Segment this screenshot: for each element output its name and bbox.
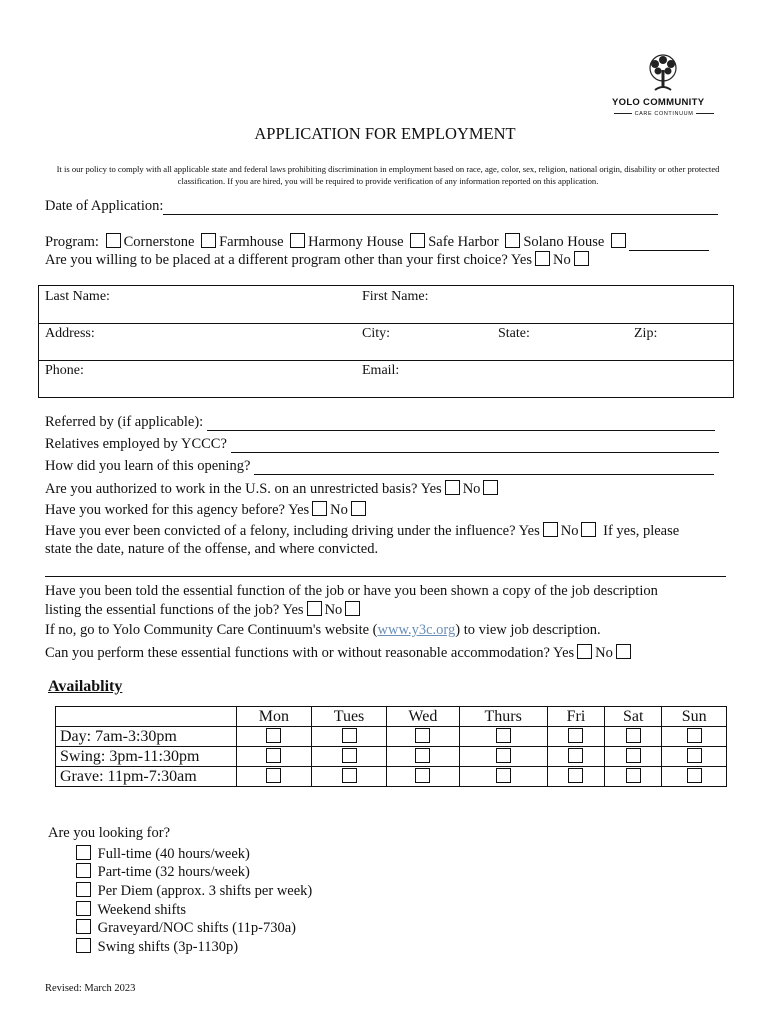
day-header: Sat [605, 707, 662, 727]
weekend-checkbox[interactable] [76, 901, 91, 916]
referred-field[interactable] [207, 416, 715, 431]
no-label: No [552, 252, 571, 268]
yes-label: Yes [288, 502, 310, 518]
felony-row [45, 522, 679, 540]
availability-cell [311, 727, 386, 747]
yes-label: Yes [510, 252, 532, 268]
authorized-no-checkbox[interactable] [483, 480, 498, 495]
authorized-question: Are you authorized to work in the U.S. on an unrestricted basis? [45, 481, 418, 497]
day-header: Fri [547, 707, 604, 727]
shift-label: Day: 7am-3:30pm [56, 727, 237, 747]
felony-no-checkbox[interactable] [581, 522, 596, 537]
swing-sun-checkbox[interactable] [687, 748, 702, 763]
other-program-field[interactable] [629, 236, 709, 251]
job-type-label: Per Diem (approx. 3 shifts per week) [97, 883, 313, 899]
safe-harbor-checkbox[interactable] [410, 233, 425, 248]
job-type-item [73, 863, 250, 881]
authorized-yes-checkbox[interactable] [445, 480, 460, 495]
availability-cell [387, 767, 459, 787]
program-row [45, 233, 709, 251]
program-option: Harmony House [308, 234, 404, 250]
swing-mon-checkbox[interactable] [266, 748, 281, 763]
website-post: ) to view job description. [455, 622, 601, 638]
different-program-row [45, 251, 592, 269]
swing-wed-checkbox[interactable] [415, 748, 430, 763]
shift-label: Swing: 3pm-11:30pm [56, 747, 237, 767]
day-sat-checkbox[interactable] [626, 728, 641, 743]
program-option: Safe Harbor [428, 234, 499, 250]
solano-house-checkbox[interactable] [505, 233, 520, 248]
job-type-item [73, 919, 296, 937]
logo [605, 52, 725, 122]
learn-label: How did you learn of this opening? [45, 458, 251, 474]
logo-subtitle: CARE CONTINUUM [611, 111, 717, 117]
website-row [45, 622, 601, 639]
logo-org-name: YOLO COMMUNITY [612, 97, 705, 108]
felony-question: Have you ever been convicted of a felony, including driving under the influence? [45, 523, 516, 539]
felony-explanation-line[interactable] [45, 576, 726, 577]
part-time-checkbox[interactable] [76, 863, 91, 878]
worked-before-no-checkbox[interactable] [351, 501, 366, 516]
availability-cell [662, 767, 727, 787]
cornerstone-checkbox[interactable] [106, 233, 121, 248]
availability-header-row [56, 707, 727, 727]
yes-label: Yes [282, 602, 304, 618]
job-type-label: Part-time (32 hours/week) [97, 864, 250, 880]
day-sun-checkbox[interactable] [687, 728, 702, 743]
availability-cell [387, 747, 459, 767]
corner-cell [56, 707, 237, 727]
availability-cell [605, 767, 662, 787]
day-thurs-checkbox[interactable] [496, 728, 511, 743]
availability-cell [237, 747, 312, 767]
availability-row [56, 767, 727, 787]
yes-label: Yes [518, 523, 540, 539]
day-wed-checkbox[interactable] [415, 728, 430, 743]
grave-tues-checkbox[interactable] [342, 768, 357, 783]
policy-text: It is our policy to comply with all applicable state and federal laws prohibiting discrimination in employment based on race, age, color, sex, religion, national origin, disability or other protected classification. If you are hired, you will be required to provide verification of any information reported on this application. [56, 164, 720, 186]
accommodation-row [45, 644, 634, 662]
swing-shift-checkbox[interactable] [76, 938, 91, 953]
swing-tues-checkbox[interactable] [342, 748, 357, 763]
referred-row [45, 414, 715, 431]
relatives-label: Relatives employed by YCCC? [45, 436, 227, 452]
availability-cell [547, 767, 604, 787]
graveyard-checkbox[interactable] [76, 919, 91, 934]
learn-row [45, 458, 714, 475]
grave-sun-checkbox[interactable] [687, 768, 702, 783]
availability-cell [387, 727, 459, 747]
grave-mon-checkbox[interactable] [266, 768, 281, 783]
availability-cell [459, 727, 547, 747]
essential-no-checkbox[interactable] [345, 601, 360, 616]
per-diem-checkbox[interactable] [76, 882, 91, 897]
no-label: No [330, 502, 348, 518]
job-type-item [73, 901, 186, 919]
availability-row [56, 747, 727, 767]
revised-footer: Revised: March 2023 [45, 983, 136, 994]
day-header: Thurs [459, 707, 547, 727]
accommodation-no-checkbox[interactable] [616, 644, 631, 659]
day-header: Tues [311, 707, 386, 727]
grave-sat-checkbox[interactable] [626, 768, 641, 783]
day-mon-checkbox[interactable] [266, 728, 281, 743]
felony-yes-checkbox[interactable] [543, 522, 558, 537]
essential-row [45, 601, 363, 619]
program-label: Program: [45, 234, 99, 250]
harmony-house-checkbox[interactable] [290, 233, 305, 248]
accommodation-question: Can you perform these essential functions with or without reasonable accommodation? [45, 645, 550, 661]
worked-before-yes-checkbox[interactable] [312, 501, 327, 516]
day-tues-checkbox[interactable] [342, 728, 357, 743]
grave-thurs-checkbox[interactable] [496, 768, 511, 783]
availability-cell [662, 747, 727, 767]
shift-label: Grave: 11pm-7:30am [56, 767, 237, 787]
job-type-label: Full-time (40 hours/week) [97, 846, 250, 862]
authorized-row [45, 480, 501, 498]
farmhouse-checkbox[interactable] [201, 233, 216, 248]
last-name-label[interactable]: Last Name: [45, 289, 110, 304]
website-link[interactable]: www.y3c.org [377, 622, 456, 638]
availability-cell [237, 767, 312, 787]
job-type-label: Swing shifts (3p-1130p) [97, 939, 239, 955]
accommodation-yes-checkbox[interactable] [577, 644, 592, 659]
relatives-row [45, 436, 719, 453]
email-label[interactable]: Email: [362, 363, 400, 378]
website-pre: If no, go to Yolo Community Care Continuum's website ( [45, 622, 378, 638]
essential-line1: Have you been told the essential function of the job or have you been shown a copy of the job description [45, 583, 658, 599]
different-program-no-checkbox[interactable] [574, 251, 589, 266]
swing-sat-checkbox[interactable] [626, 748, 641, 763]
page-title: APPLICATION FOR EMPLOYMENT [254, 124, 516, 143]
city-label[interactable]: City: [362, 326, 391, 341]
availability-cell [547, 727, 604, 747]
no-label: No [324, 602, 343, 618]
full-time-checkbox[interactable] [76, 845, 91, 860]
availability-cell [605, 727, 662, 747]
job-type-item [73, 938, 238, 956]
essential-question: listing the essential functions of the job? [45, 602, 280, 618]
phone-label[interactable]: Phone: [45, 363, 84, 378]
felony-line2: state the date, nature of the offense, and where convicted. [45, 541, 379, 557]
availability-cell [662, 727, 727, 747]
referred-label: Referred by (if applicable): [45, 414, 204, 430]
no-label: No [560, 523, 579, 539]
program-option: Solano House [523, 234, 605, 250]
different-program-question: Are you willing to be placed at a different program other than your first choice? [45, 252, 508, 268]
date-field[interactable] [163, 200, 718, 215]
first-name-label[interactable]: First Name: [362, 289, 429, 304]
program-option: Farmhouse [219, 234, 284, 250]
no-label: No [595, 645, 613, 661]
worked-before-row [45, 501, 369, 519]
other-program-checkbox[interactable] [611, 233, 626, 248]
availability-cell [237, 727, 312, 747]
swing-fri-checkbox[interactable] [568, 748, 583, 763]
address-label[interactable]: Address: [45, 326, 95, 341]
yes-label: Yes [553, 645, 575, 661]
job-type-item [73, 845, 250, 863]
no-label: No [462, 481, 481, 497]
availability-cell [459, 747, 547, 767]
job-type-label: Graveyard/NOC shifts (11p-730a) [97, 920, 297, 936]
looking-for-heading: Are you looking for? [48, 825, 171, 841]
felony-if-yes: If yes, please [603, 523, 680, 539]
day-header: Wed [387, 707, 459, 727]
relatives-field[interactable] [231, 438, 719, 453]
grave-wed-checkbox[interactable] [415, 768, 430, 783]
zip-label[interactable]: Zip: [634, 326, 658, 341]
worked-before-question: Have you worked for this agency before? [45, 502, 285, 518]
yes-label: Yes [420, 481, 442, 497]
availability-cell [605, 747, 662, 767]
different-program-yes-checkbox[interactable] [535, 251, 550, 266]
grave-fri-checkbox[interactable] [568, 768, 583, 783]
job-type-label: Weekend shifts [97, 902, 187, 918]
state-label[interactable]: State: [498, 326, 530, 341]
availability-heading: Availablity [48, 678, 123, 695]
personal-info-box [38, 285, 734, 398]
day-header: Mon [237, 707, 312, 727]
availability-cell [311, 747, 386, 767]
essential-yes-checkbox[interactable] [307, 601, 322, 616]
date-of-application-row [45, 198, 718, 215]
learn-field[interactable] [254, 460, 714, 475]
tree-icon [643, 52, 683, 96]
availability-cell [459, 767, 547, 787]
day-header: Sun [662, 707, 727, 727]
day-fri-checkbox[interactable] [568, 728, 583, 743]
availability-table [55, 706, 727, 787]
swing-thurs-checkbox[interactable] [496, 748, 511, 763]
program-option: Cornerstone [123, 234, 195, 250]
job-type-item [73, 882, 312, 900]
availability-cell [311, 767, 386, 787]
date-label: Date of Application: [45, 198, 164, 214]
availability-cell [547, 747, 604, 767]
availability-row [56, 727, 727, 747]
